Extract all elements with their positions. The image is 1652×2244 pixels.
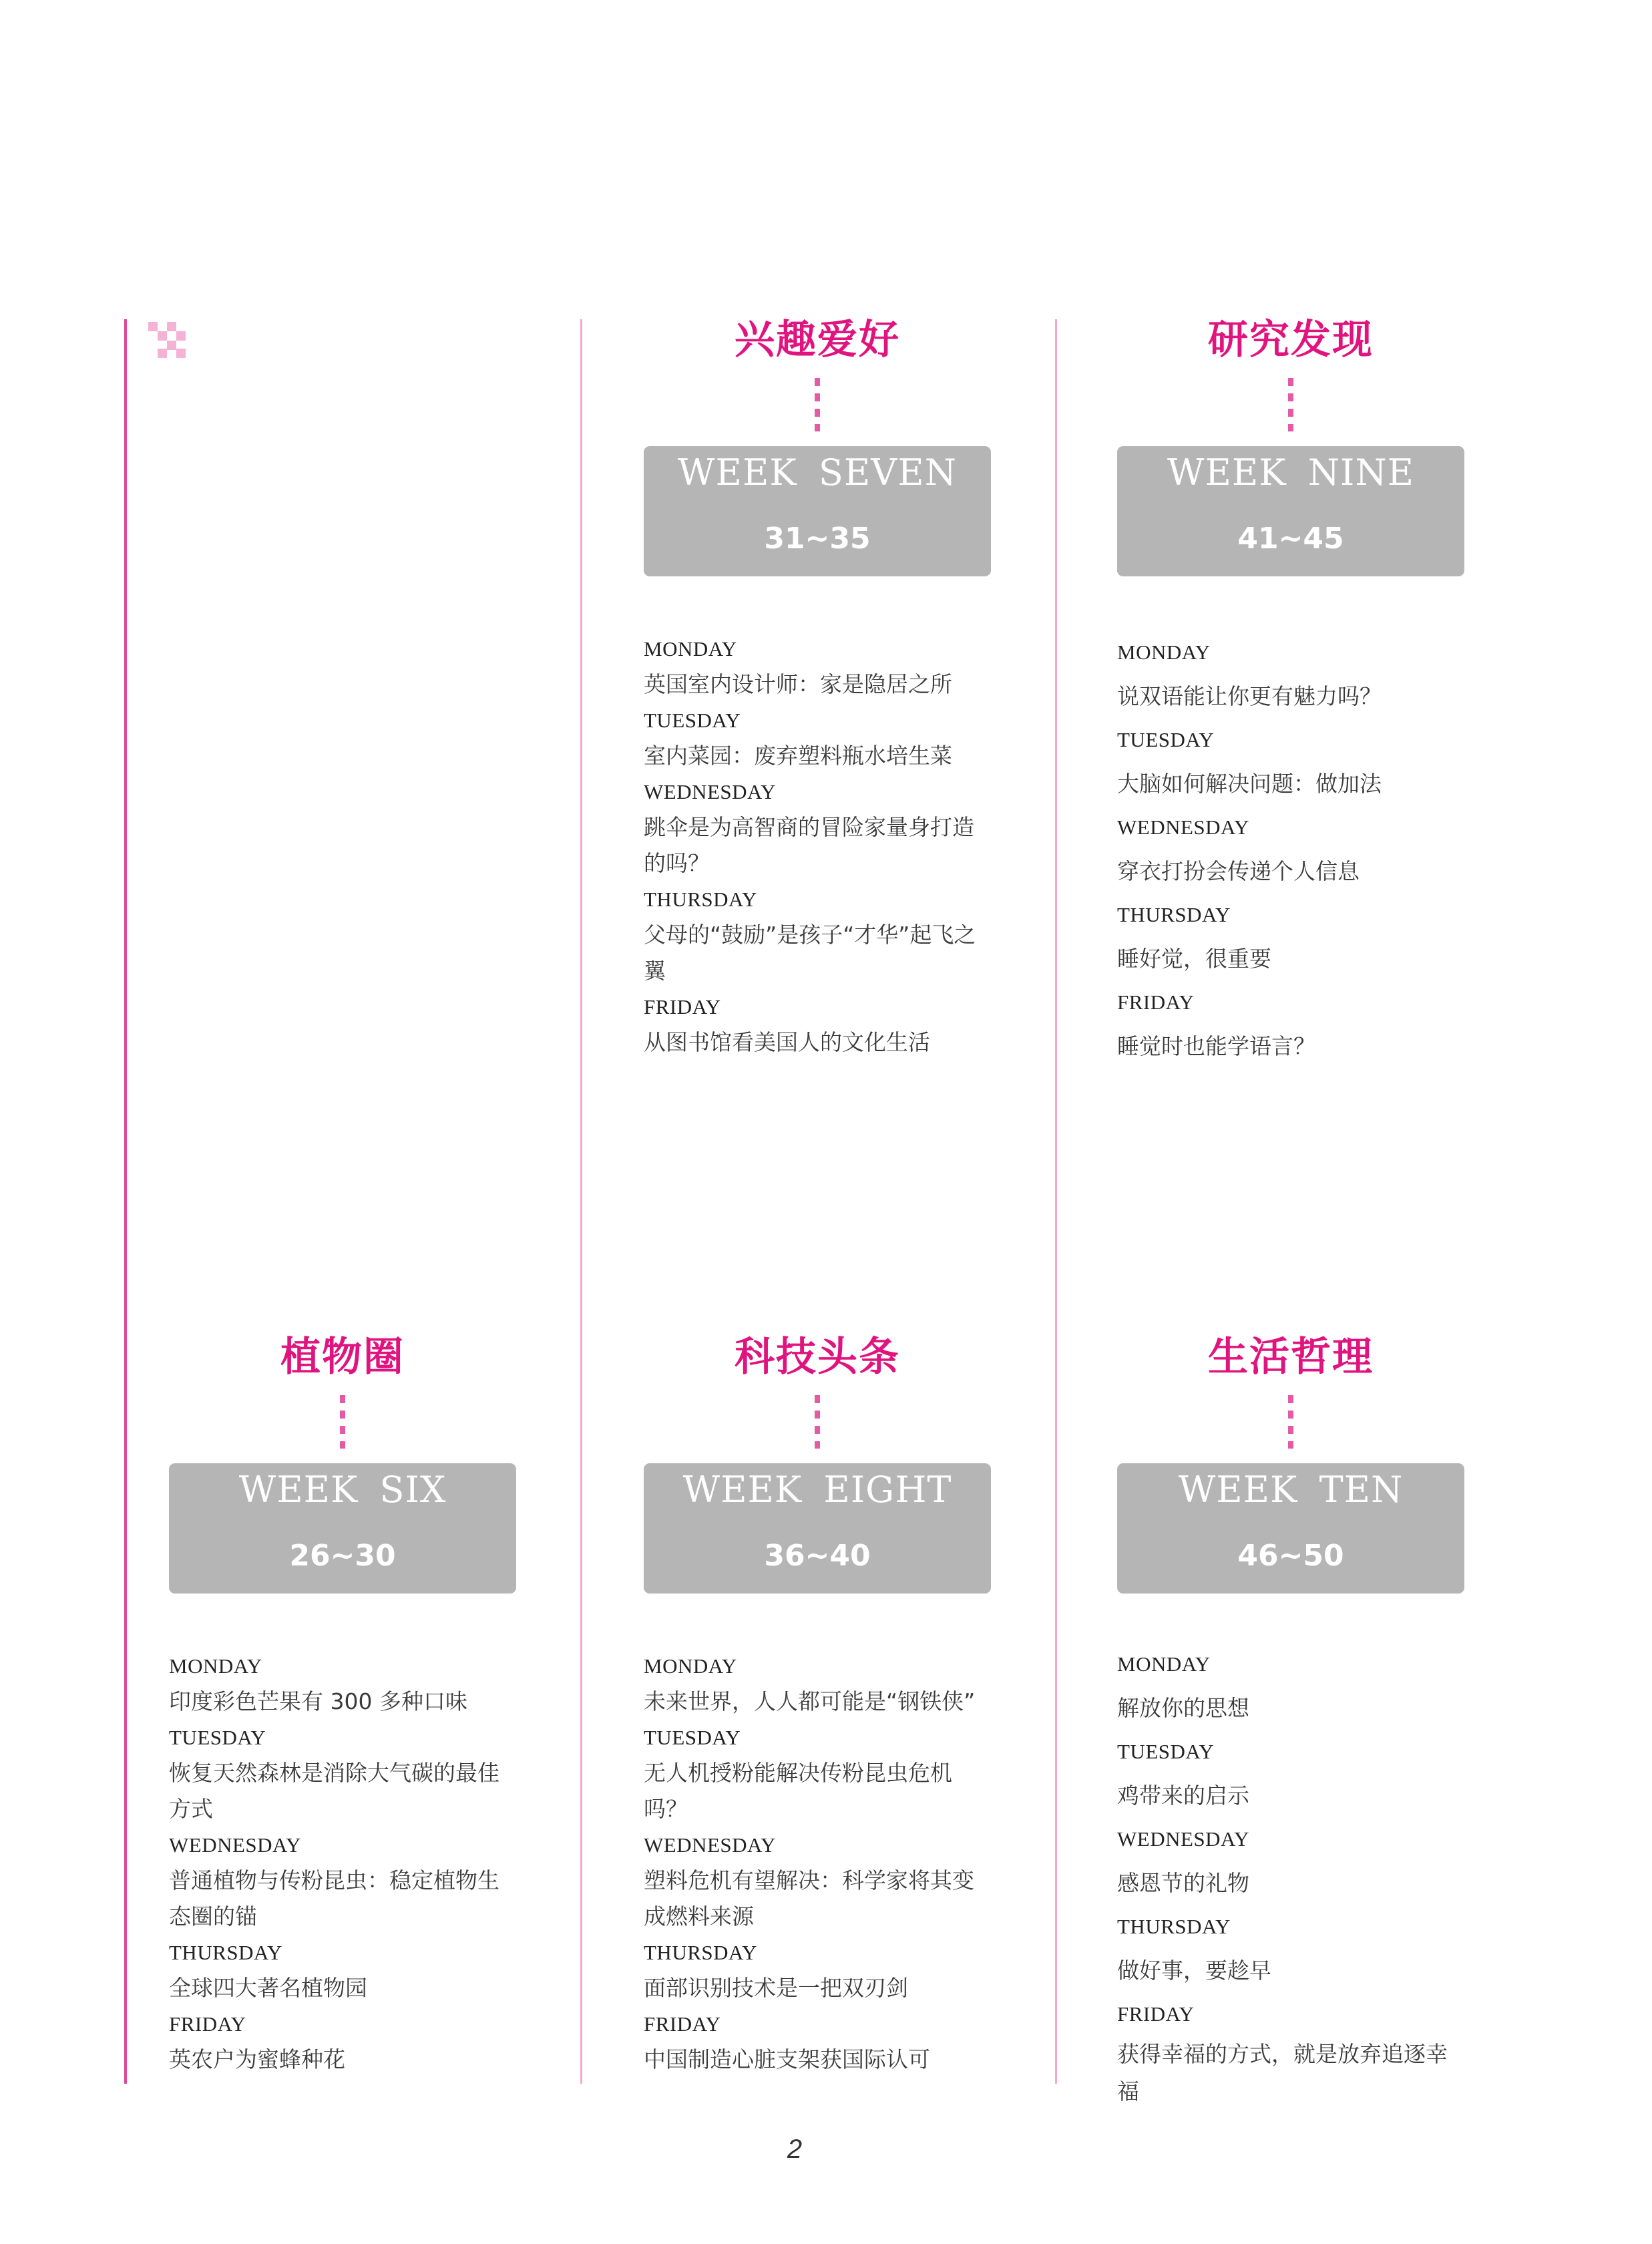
article-title: 跳伞是为高智商的冒险家量身打造的吗？ xyxy=(644,814,974,876)
week-header-box xyxy=(644,1463,991,1594)
issue-range: 41~45 xyxy=(1237,522,1344,556)
week-nine-section xyxy=(1117,317,1464,1069)
issue-range: 26~30 xyxy=(289,1539,396,1573)
day-list xyxy=(644,1648,991,2078)
dotted-connector xyxy=(815,378,820,431)
day-label: THURSDAY xyxy=(169,1941,282,1964)
week-label: WEEK NINE xyxy=(1167,451,1415,494)
day-label: THURSDAY xyxy=(644,888,757,911)
article-title: 解放你的思想 xyxy=(1117,1695,1249,1721)
article-title: 面部识别技术是一把双刃剑 xyxy=(644,1975,908,2001)
day-label: MONDAY xyxy=(644,637,737,661)
theme-title: 兴趣爱好 xyxy=(735,317,900,363)
article-title: 英国室内设计师：家是隐居之所 xyxy=(644,671,952,697)
theme-title: 植物圈 xyxy=(280,1334,405,1380)
week-label: WEEK SIX xyxy=(238,1469,447,1511)
day-label: WEDNESDAY xyxy=(169,1833,301,1857)
day-label: FRIDAY xyxy=(1117,2002,1195,2026)
day-label: MONDAY xyxy=(644,1654,737,1678)
week-header-box xyxy=(169,1463,516,1594)
week-six-section xyxy=(169,1334,516,2078)
day-label: FRIDAY xyxy=(1117,990,1195,1014)
day-label: FRIDAY xyxy=(169,2012,246,2036)
article-title: 普通植物与传粉昆虫：稳定植物生态圈的锚 xyxy=(169,1867,499,1929)
week-header-box xyxy=(1117,1463,1464,1594)
day-label: TUESDAY xyxy=(644,709,741,732)
article-title: 做好事，要趁早 xyxy=(1117,1957,1271,1984)
day-label: TUESDAY xyxy=(169,1726,266,1749)
week-header-box xyxy=(1117,446,1464,576)
article-title: 父母的“鼓励”是孩子“才华”起飞之翼 xyxy=(644,922,976,984)
week-eight-section xyxy=(644,1334,991,2078)
day-list xyxy=(1117,631,1464,1069)
day-label: FRIDAY xyxy=(644,995,721,1018)
article-title: 塑料危机有望解决：科学家将其变成燃料来源 xyxy=(644,1867,974,1929)
theme-title: 研究发现 xyxy=(1208,317,1374,363)
article-title: 印度彩色芒果有 300 多种口味 xyxy=(169,1688,467,1714)
dotted-connector xyxy=(1288,1395,1293,1449)
article-title: 英农户为蜜蜂种花 xyxy=(169,2046,345,2072)
day-label: FRIDAY xyxy=(644,2012,721,2036)
day-label: THURSDAY xyxy=(1117,1915,1231,1938)
article-title: 鸡带来的启示 xyxy=(1117,1783,1249,1809)
article-title: 睡好觉，很重要 xyxy=(1117,946,1271,972)
day-list xyxy=(644,631,991,1061)
article-title: 无人机授粉能解决传粉昆虫危机吗？ xyxy=(644,1760,952,1822)
day-label: WEDNESDAY xyxy=(1117,1827,1249,1851)
issue-range: 31~35 xyxy=(764,522,871,556)
left-accent-rule xyxy=(124,319,127,2084)
article-title: 睡觉时也能学语言？ xyxy=(1117,1033,1315,1059)
article-title: 全球四大著名植物园 xyxy=(169,1975,367,2001)
article-title: 感恩节的礼物 xyxy=(1117,1870,1249,1896)
day-label: THURSDAY xyxy=(1117,903,1231,926)
theme-title: 科技头条 xyxy=(735,1334,900,1380)
week-seven-section xyxy=(644,317,991,1061)
day-label: WEDNESDAY xyxy=(644,1833,776,1857)
article-title: 从图书馆看美国人的文化生活 xyxy=(644,1029,930,1055)
day-label: MONDAY xyxy=(169,1654,262,1678)
day-label: THURSDAY xyxy=(644,1941,757,1964)
column-divider xyxy=(1055,319,1057,2084)
day-label: MONDAY xyxy=(1117,640,1211,664)
issue-range: 36~40 xyxy=(764,1539,871,1573)
day-list xyxy=(1117,1643,1464,2110)
day-label: TUESDAY xyxy=(644,1726,741,1749)
article-title: 获得幸福的方式，就是放弃追逐幸福 xyxy=(1117,2041,1448,2104)
day-label: MONDAY xyxy=(1117,1652,1211,1676)
week-label: WEEK TEN xyxy=(1178,1469,1404,1511)
week-header-box xyxy=(644,446,991,576)
day-label: WEDNESDAY xyxy=(644,780,776,803)
day-label: TUESDAY xyxy=(1117,728,1215,751)
article-title: 穿衣打扮会传递个人信息 xyxy=(1117,858,1360,884)
column-divider xyxy=(580,319,582,2084)
article-title: 说双语能让你更有魅力吗？ xyxy=(1117,683,1382,709)
dotted-connector xyxy=(1288,378,1293,431)
article-title: 未来世界，人人都可能是“钢铁侠” xyxy=(644,1688,976,1714)
issue-range: 46~50 xyxy=(1237,1539,1344,1573)
pixel-decoration xyxy=(148,322,188,359)
week-label: WEEK EIGHT xyxy=(682,1469,952,1511)
dotted-connector xyxy=(340,1395,345,1449)
week-ten-section xyxy=(1117,1334,1464,2110)
week-label: WEEK SEVEN xyxy=(678,451,957,494)
page-number: 2 xyxy=(787,2134,803,2164)
day-label: TUESDAY xyxy=(1117,1740,1215,1763)
theme-title: 生活哲理 xyxy=(1208,1334,1374,1380)
day-list xyxy=(169,1648,516,2078)
article-title: 室内菜园：废弃塑料瓶水培生菜 xyxy=(644,743,952,769)
article-title: 恢复天然森林是消除大气碳的最佳方式 xyxy=(169,1760,499,1822)
article-title: 大脑如何解决问题：做加法 xyxy=(1117,771,1382,797)
day-label: WEDNESDAY xyxy=(1117,815,1249,839)
dotted-connector xyxy=(815,1395,820,1449)
article-title: 中国制造心脏支架获国际认可 xyxy=(644,2046,930,2072)
